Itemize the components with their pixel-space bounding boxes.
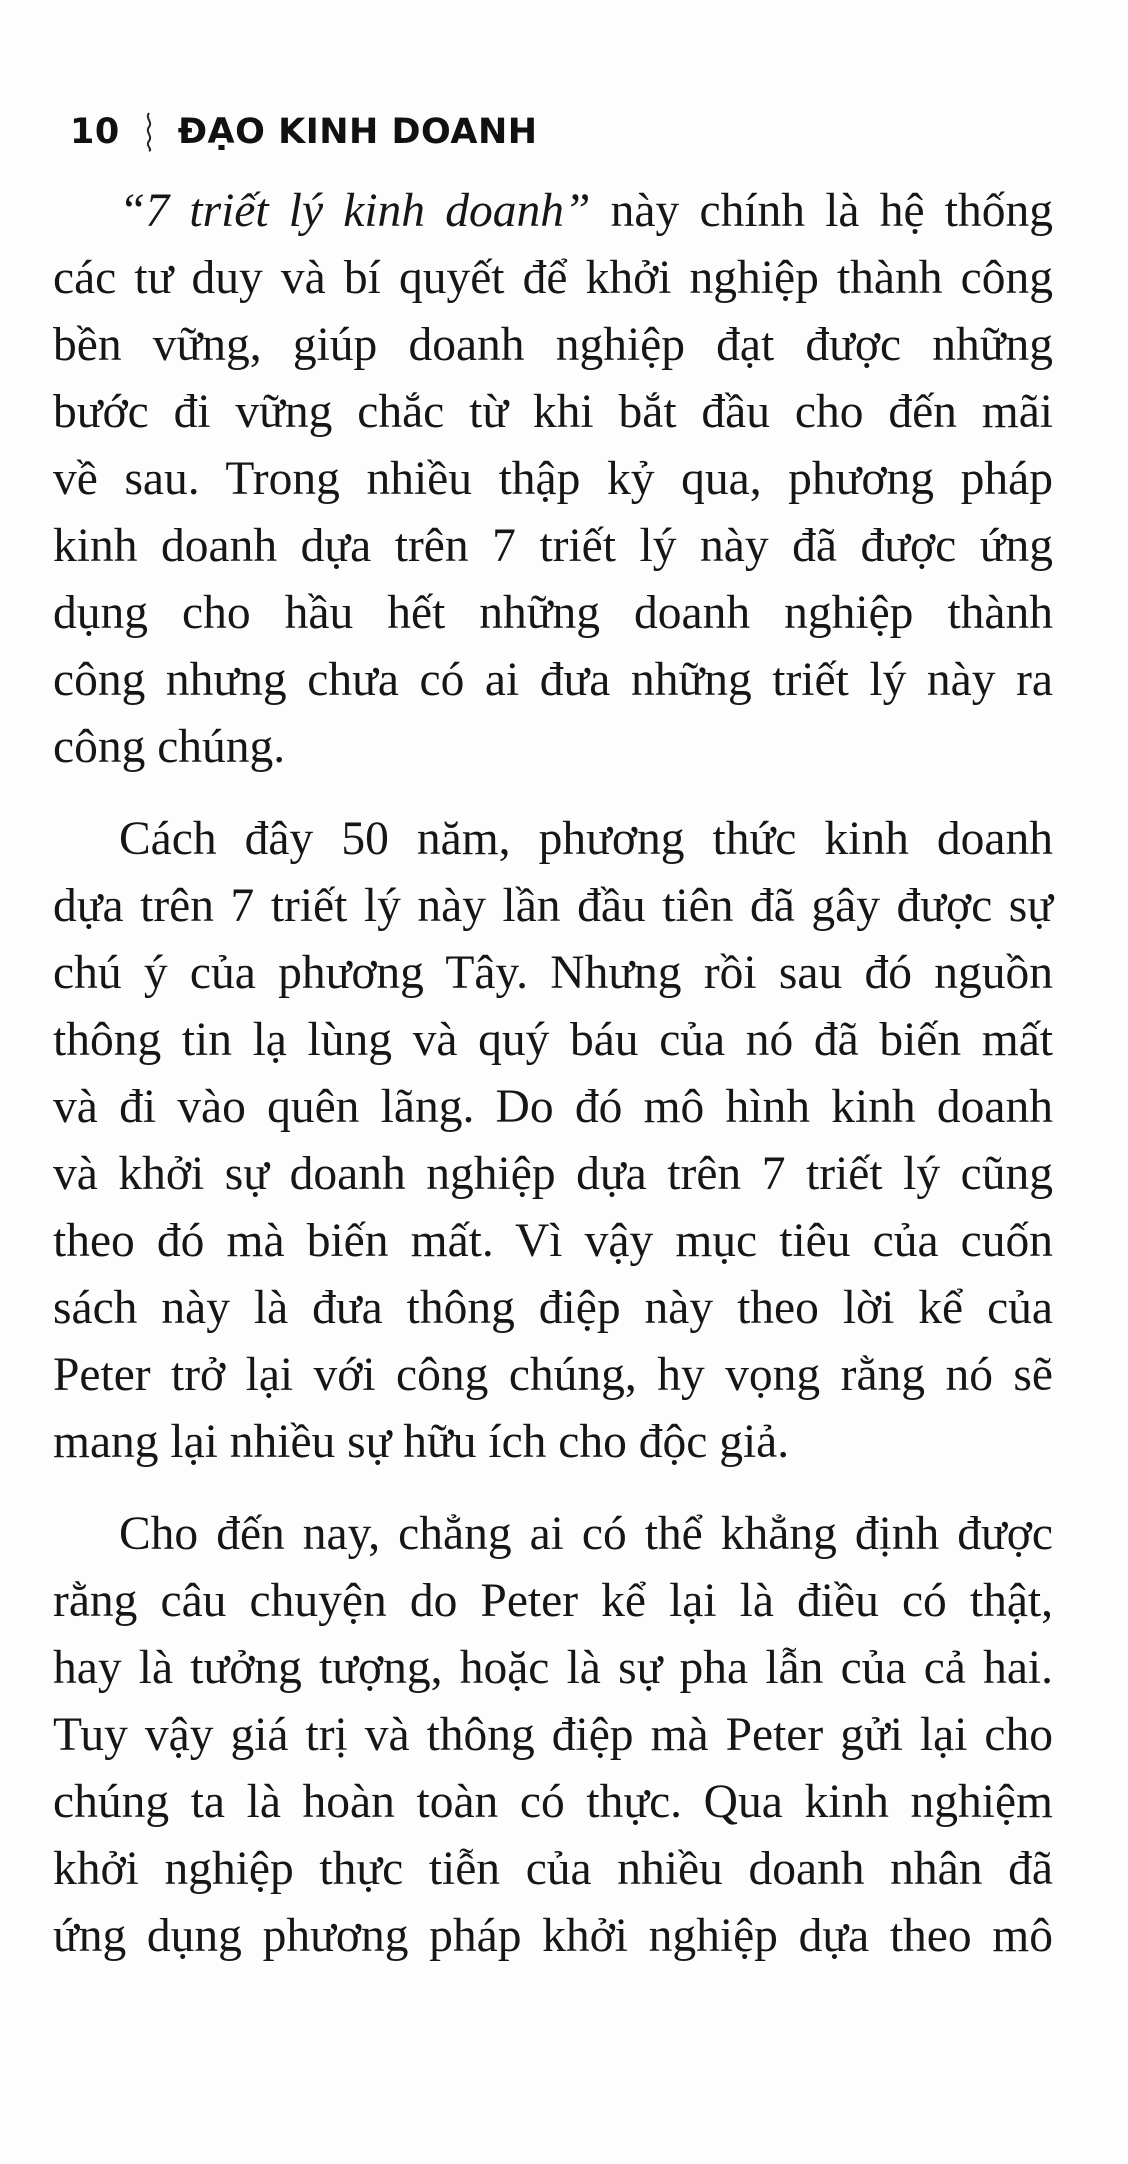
- text-line: kinh doanh dựa trên 7 triết lý này đã được ứng: [53, 520, 1053, 572]
- text-line: ứng dụng phương pháp khởi nghiệp dựa theo mô: [53, 1910, 1053, 1962]
- text-line: dựa trên 7 triết lý này lần đầu tiên đã gây được sự: [53, 880, 1053, 932]
- text-line: chú ý của phương Tây. Nhưng rồi sau đó nguồn: [53, 947, 1053, 999]
- page-number: 10: [70, 112, 120, 152]
- body-text: [53, 178, 1053, 1995]
- paragraph: [53, 806, 1053, 1476]
- running-header: [70, 108, 538, 156]
- text-line: bước đi vững chắc từ khi bắt đầu cho đến mãi: [53, 386, 1053, 438]
- text-line: Cho đến nay, chẳng ai có thể khẳng định được: [119, 1508, 1053, 1560]
- italic-phrase: “7 triết lý kinh doanh”: [119, 185, 591, 237]
- text-line: về sau. Trong nhiều thập kỷ qua, phương pháp: [53, 453, 1053, 505]
- text-line: thông tin lạ lùng và quý báu của nó đã biến mất: [53, 1014, 1053, 1066]
- twisted-rule-ornament-icon: [144, 112, 154, 152]
- text-line: bền vững, giúp doanh nghiệp đạt được những: [53, 319, 1053, 371]
- text-line: theo đó mà biến mất. Vì vậy mục tiêu của cuốn: [53, 1215, 1053, 1267]
- text-line: hay là tưởng tượng, hoặc là sự pha lẫn của cả hai.: [53, 1642, 1053, 1694]
- text-line: khởi nghiệp thực tiễn của nhiều doanh nhân đã: [53, 1843, 1053, 1895]
- text-line: Peter trở lại với công chúng, hy vọng rằng nó sẽ: [53, 1349, 1053, 1401]
- text-line: công nhưng chưa có ai đưa những triết lý này ra: [53, 654, 1053, 706]
- text-span: này chính là hệ thống: [590, 185, 1053, 237]
- text-line: rằng câu chuyện do Peter kể lại là điều có thật,: [53, 1575, 1053, 1627]
- text-line: và khởi sự doanh nghiệp dựa trên 7 triết lý cũng: [53, 1148, 1053, 1200]
- text-line: Tuy vậy giá trị và thông điệp mà Peter gửi lại cho: [53, 1709, 1053, 1761]
- book-title: ĐẠO KINH DOANH: [177, 112, 538, 152]
- text-line: [53, 178, 1053, 245]
- text-line: công chúng.: [53, 721, 286, 773]
- text-line: các tư duy và bí quyết để khởi nghiệp thành công: [53, 252, 1053, 304]
- paragraph: [53, 1501, 1053, 1970]
- text-line: dụng cho hầu hết những doanh nghiệp thành: [53, 587, 1053, 639]
- text-line: Cách đây 50 năm, phương thức kinh doanh: [119, 813, 1053, 865]
- text-line: chúng ta là hoàn toàn có thực. Qua kinh nghiệm: [53, 1776, 1053, 1828]
- text-line: sách này là đưa thông điệp này theo lời kể của: [53, 1282, 1053, 1334]
- text-line: và đi vào quên lãng. Do đó mô hình kinh doanh: [53, 1081, 1053, 1133]
- text-line: mang lại nhiều sự hữu ích cho độc giả.: [53, 1416, 790, 1468]
- paragraph: [53, 178, 1053, 781]
